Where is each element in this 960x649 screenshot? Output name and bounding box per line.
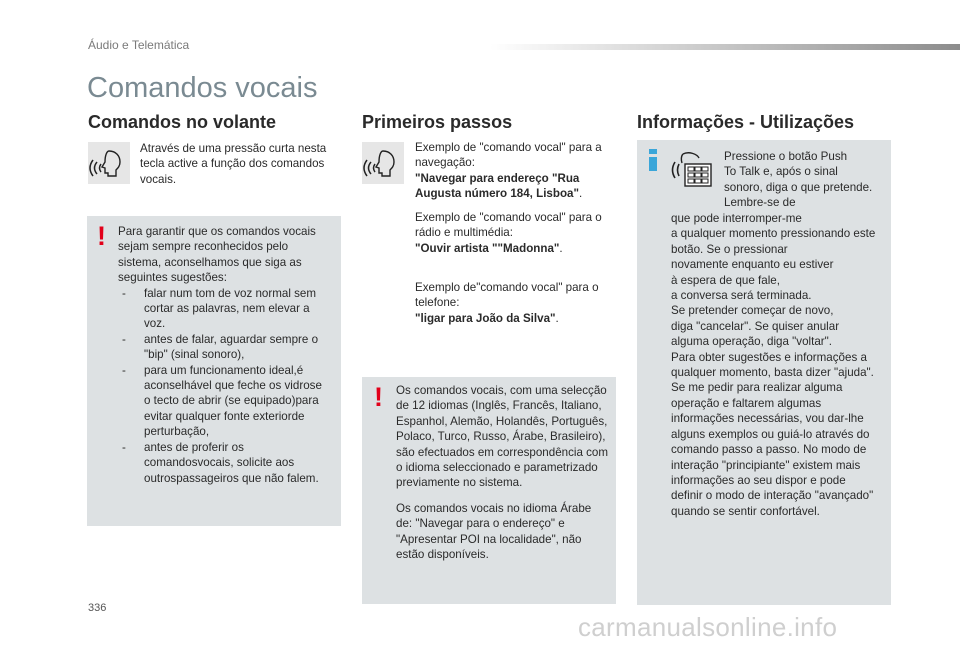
period: .: [555, 311, 559, 325]
info-line: definir o modo de interação "avançado": [671, 489, 874, 503]
tip-line: cortar as palavras, nem elevar a: [144, 302, 310, 316]
arabic-note: Os comandos vocais no idioma Árabe de: "Navegar para o endereço" e "Apresentar POI na localidade", não estão disponíveis.: [396, 501, 592, 562]
info-line: comando passo a passo. No modo de: [671, 443, 867, 457]
section-label: Áudio e Telemática: [88, 38, 190, 52]
example-media: [415, 210, 615, 256]
warning-line: sejam sempre reconhecidos pelo: [118, 240, 289, 254]
col3-text-body: [671, 211, 889, 519]
watermark: carmanualsonline.info: [578, 612, 838, 642]
example-command: "Ouvir artista ""Madonna": [415, 241, 560, 255]
voice-command-icon: [362, 142, 404, 184]
info-line: a qualquer momento pressionando este: [671, 227, 876, 241]
info-line: Pressione o botão Push: [724, 150, 848, 163]
info-line: Se me pedir para realizar alguma: [671, 381, 843, 395]
tip-line: aconselhável que feche os vidrose: [144, 379, 322, 393]
info-line: To Talk e, após o sinal: [724, 165, 838, 179]
info-line: Lembre-se de: [724, 196, 796, 210]
warning-icon: !: [97, 221, 106, 251]
example-command: "Navegar para endereço "Rua Augusta número 184, Lisboa": [415, 171, 580, 201]
tip-line: comandosvocais, solicite aos: [144, 456, 295, 470]
header-rule: [490, 44, 960, 50]
tip-line: evitar qualquer fonte exteriorde: [144, 409, 305, 423]
col3-heading: Informações - Utilizações: [637, 112, 855, 132]
period: .: [578, 187, 583, 201]
info-line: interação "principiante" existem mais: [671, 458, 861, 472]
page-title: Comandos vocais: [87, 72, 318, 104]
info-line: que pode interromper-me: [671, 212, 802, 225]
tip-line: voz.: [144, 317, 166, 331]
info-line: botão. Se o pressionar: [671, 242, 788, 256]
push-to-talk-icon: [669, 150, 717, 190]
voice-command-icon: [88, 142, 130, 184]
period: .: [559, 241, 563, 255]
col1-intro: Através de uma pressão curta nesta tecla active a função dos comandos vocais.: [140, 142, 327, 186]
info-line: diga "cancelar". Se quiser anular: [671, 319, 840, 333]
example-text: Exemplo de "comando vocal" para a navegação:: [415, 141, 602, 170]
page-number: 336: [88, 602, 107, 614]
warning-line: Para garantir que os comandos vocais: [118, 225, 316, 238]
info-icon: [649, 149, 657, 171]
col2-heading: Primeiros passos: [362, 112, 513, 132]
tip-line: - antes de proferir os: [144, 440, 244, 454]
example-phone: [415, 280, 615, 326]
col1-heading: Comandos no volante: [88, 112, 277, 132]
tip-item: [118, 440, 336, 486]
tip-line: o tecto de abrir (se equipado)para: [144, 394, 319, 408]
tips-list: [118, 286, 336, 486]
info-line: informações necessárias, vou dar-lhe: [671, 412, 864, 426]
info-line: quando se sentir confortável.: [671, 504, 820, 518]
col2-warning-text: [396, 383, 610, 562]
tip-line: - antes de falar, aguardar sempre o: [144, 332, 319, 346]
example-text: Exemplo de "comando vocal" para o rádio e multimédia:: [415, 211, 602, 240]
info-line: à espera de que fale,: [671, 273, 780, 287]
info-line: alguns exemplos ou guiá-lo através do: [671, 427, 870, 441]
info-line: sonoro, diga o que pretende.: [724, 180, 873, 194]
example-command: "ligar para João da Silva": [415, 311, 556, 325]
tip-item: [118, 363, 336, 440]
info-line: Para obter sugestões e informações a: [671, 350, 867, 364]
tip-item: [118, 286, 336, 332]
warning-icon: !: [374, 382, 383, 412]
tip-line: - para um funcionamento ideal,é: [144, 363, 304, 377]
tip-line: - falar num tom de voz normal sem: [144, 286, 317, 300]
warning-line: sistema, aconselhamos que siga as: [118, 255, 302, 269]
info-line: informações ao seu dispor e pode: [671, 473, 846, 487]
info-line: novamente enquanto eu estiver: [671, 258, 834, 272]
col3-text-top: [724, 149, 889, 211]
example-navigation: [415, 140, 615, 202]
tip-line: "bip" (sinal sonoro),: [144, 348, 245, 362]
info-line: alguma operação, diga "voltar".: [671, 335, 832, 349]
warning-line: seguintes sugestões:: [118, 271, 227, 285]
info-line: qualquer momento, basta dizer "ajuda".: [671, 366, 874, 380]
tip-item: [118, 332, 336, 363]
info-line: Se pretender começar de novo,: [671, 304, 834, 318]
info-line: operação e faltarem algumas: [671, 396, 822, 410]
tip-line: outrospassageiros que não falem.: [144, 471, 319, 485]
language-note: Os comandos vocais, com uma selecção de 12 idiomas (Inglês, Francês, Italiano, Espanhol, Alemão, Holandês, Português, Polaco, Turco, Russo, Árabe, Brasileiro), são efectuados em correspondência com o idioma seleccionado e parametrizado previamente no sistema.: [396, 384, 609, 490]
col1-warning-text: [118, 224, 336, 486]
example-text: Exemplo de"comando vocal" para o telefone:: [415, 281, 599, 310]
tip-line: perturbação,: [144, 425, 210, 439]
info-line: a conversa será terminada.: [671, 289, 812, 303]
